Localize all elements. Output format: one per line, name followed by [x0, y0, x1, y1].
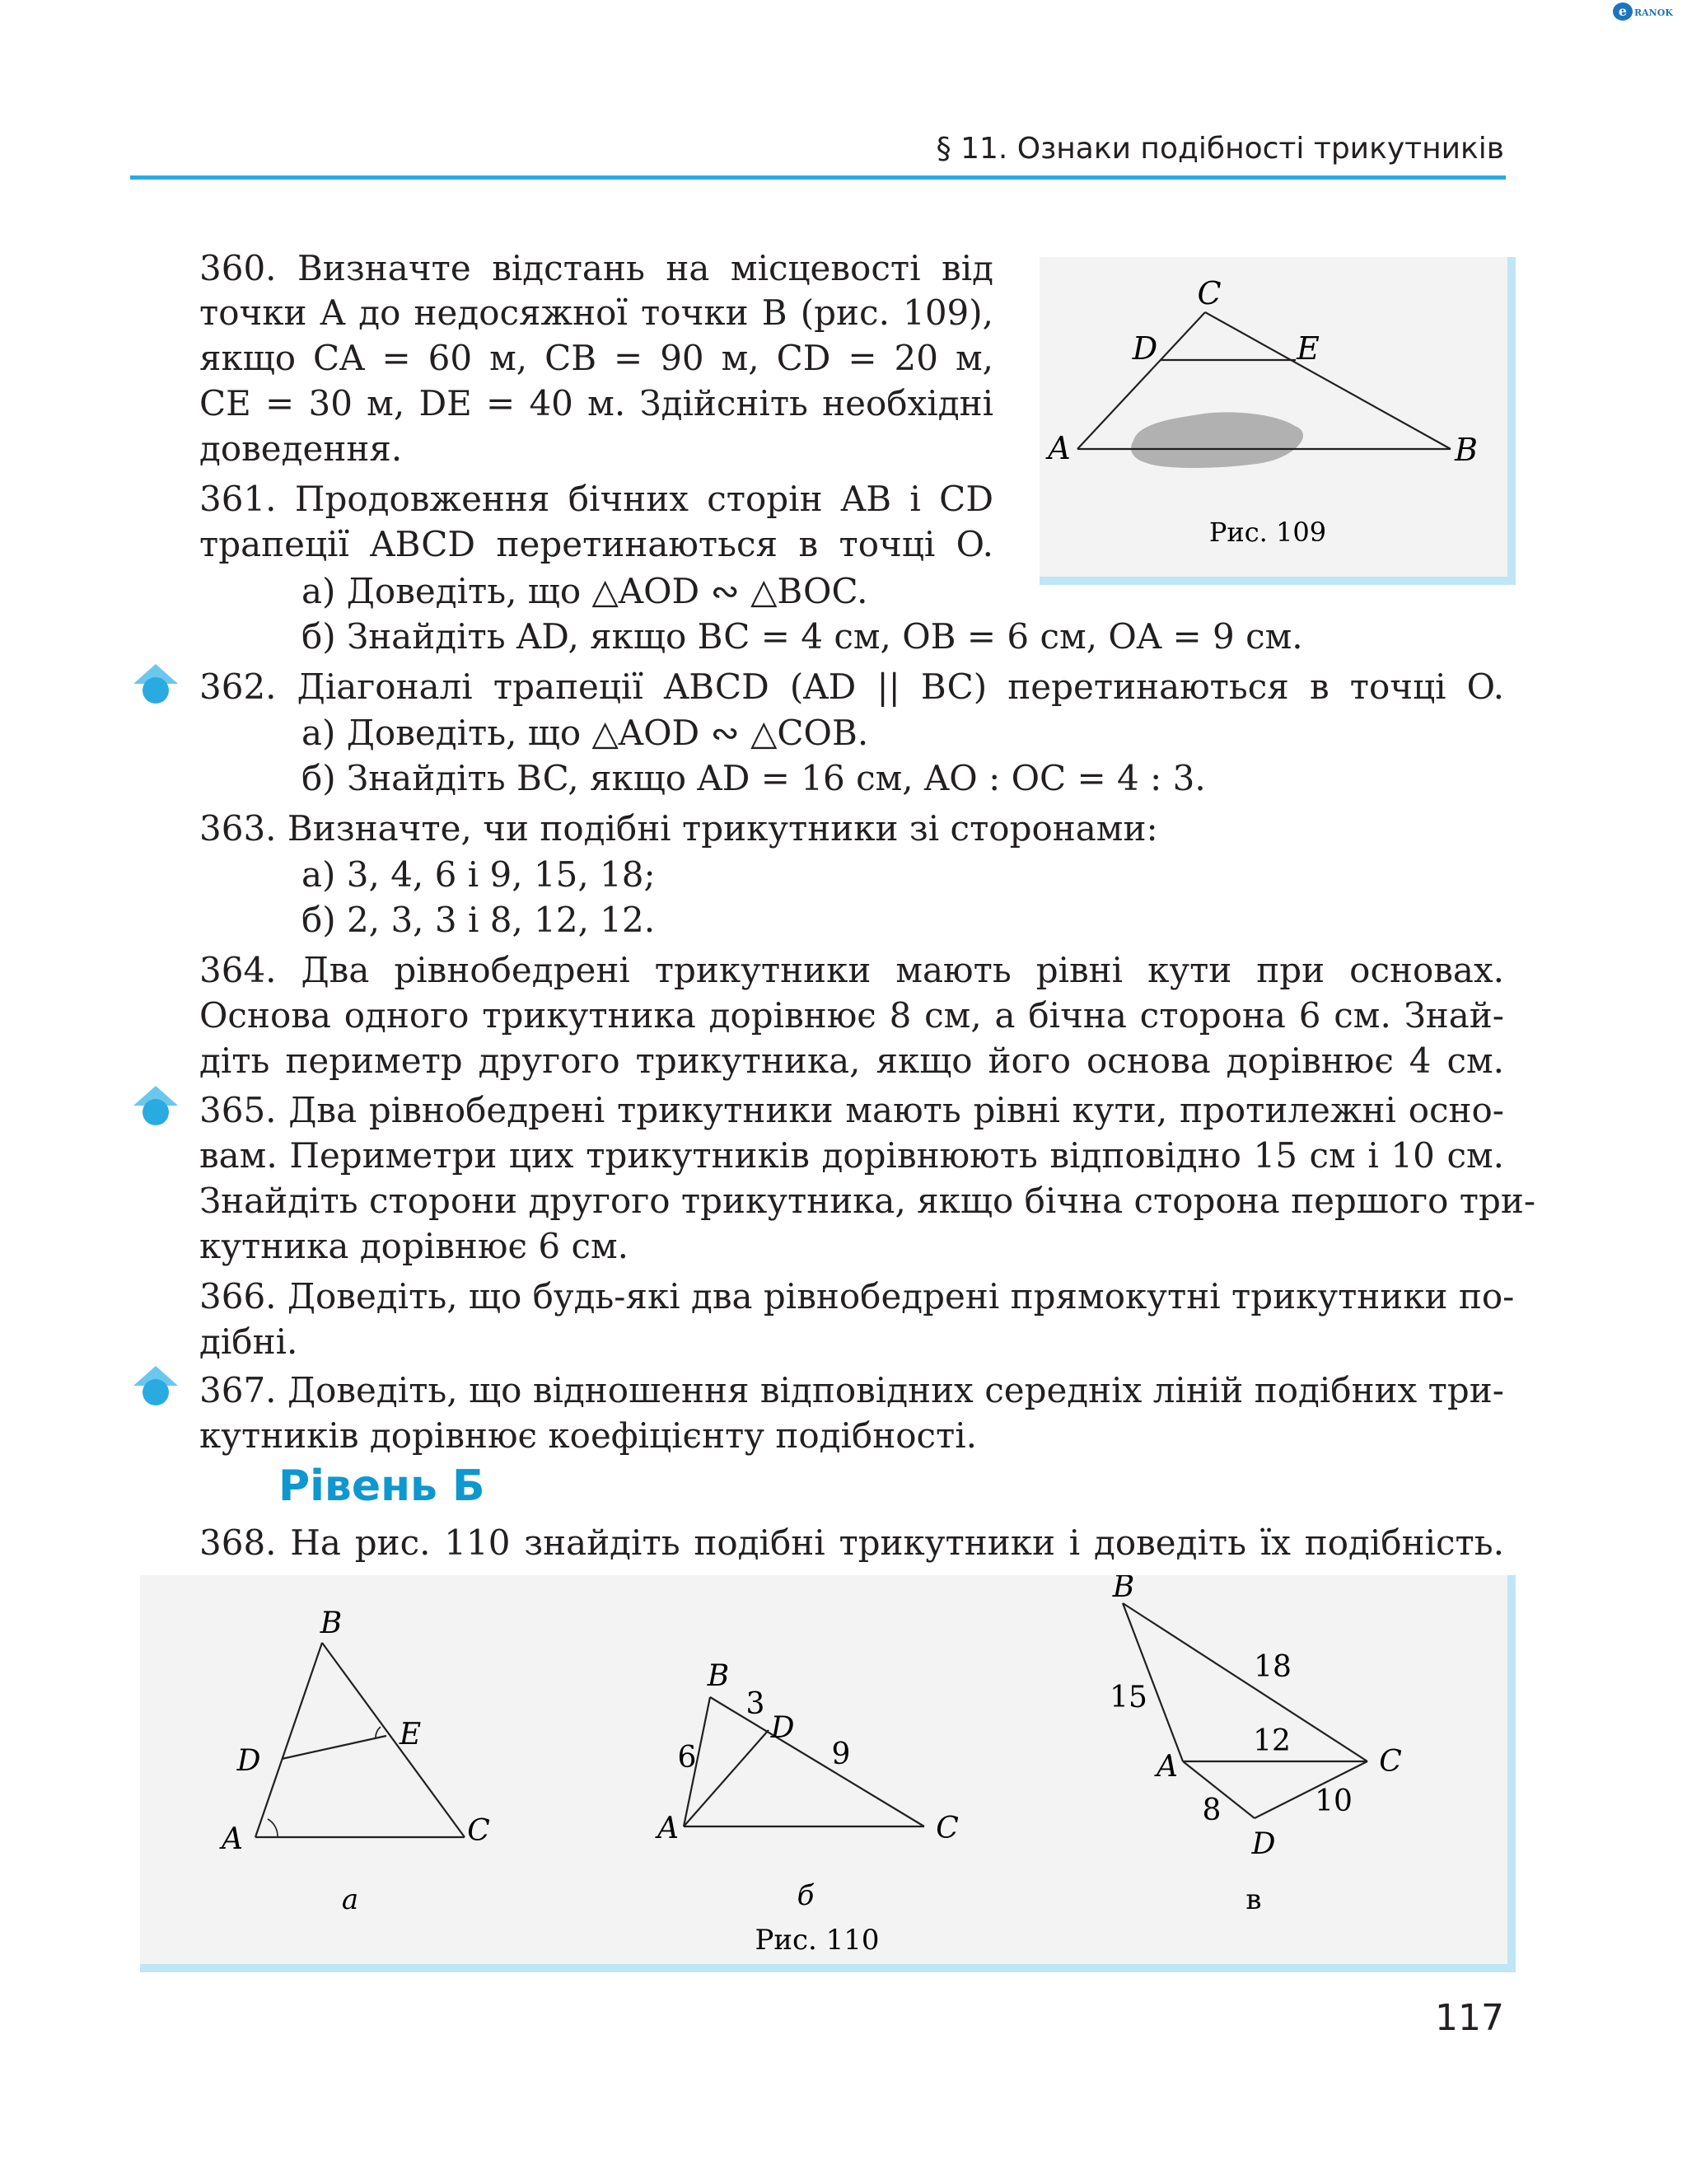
figure-110 [140, 1575, 1516, 1972]
subfigure-b-caption: б [797, 1879, 815, 1912]
line-363-a: а) 3, 4, 6 і 9, 15, 18; [301, 854, 656, 895]
line-365-1: 365. Два рівнобедрені трикутники мають рівні кути, протилежні осно- [199, 1090, 1504, 1130]
line-362-b: б) Знайдіть BC, якщо AD = 16 см, AO : OC = 4 : 3. [301, 758, 1206, 798]
label-D: D [236, 1744, 261, 1778]
label-D: D [1251, 1827, 1276, 1861]
line-360-1: 360. Визначте відстань на місцевості від [199, 248, 993, 288]
segment-BA-15: 15 [1110, 1681, 1147, 1714]
level-title: Рівень Б [278, 1461, 485, 1511]
label-B: B [320, 1606, 343, 1640]
line-365-4: кутника дорівнює 6 см. [199, 1226, 629, 1266]
line-363-b: б) 2, 3, 3 і 8, 12, 12. [301, 900, 656, 940]
line-360-5: доведення. [199, 428, 403, 469]
line-364-3: діть периметр другого трикутника, якщо його основа дорівнює 4 см. [199, 1041, 1504, 1081]
segment-BC-18: 18 [1254, 1650, 1292, 1684]
line-361-2: трапеції ABCD перетинаються в точці O. [199, 524, 993, 564]
label-A: A [1157, 1750, 1178, 1784]
segment-DC-9: 9 [831, 1737, 851, 1771]
line-360-4: CE = 30 м, DE = 40 м. Здійсніть необхідні [199, 383, 993, 423]
line-362-a: а) Доведіть, що △AOD ∾ △COB. [301, 713, 869, 753]
line-361-1: 361. Продовження бічних сторін AB і CD [199, 479, 993, 519]
line-361-a: а) Доведіть, що △AOD ∾ △BOC. [301, 571, 868, 611]
line-362-1: 362. Діагоналі трапеції ABCD (AD || BC) перетинаються в точці O. [199, 666, 1504, 707]
line-364-2: Основа одного трикутника дорівнює 8 см, а бічна сторона 6 см. Знай- [199, 995, 1504, 1036]
line-364-1: 364. Два рівнобедрені трикутники мають рівні кути при основах. [199, 950, 1504, 990]
label-B: B [1112, 1575, 1135, 1604]
line-368: 368. На рис. 110 знайдіть подібні трикутники і доведіть їх подібність. [199, 1522, 1504, 1563]
label-B: B [707, 1659, 730, 1693]
segment-AC-12: 12 [1253, 1724, 1291, 1758]
line-360-3: якщо CA = 60 м, CB = 90 м, CD = 20 м, [199, 338, 993, 378]
difficulty-marker-icon [130, 1361, 181, 1412]
label-A: A [657, 1812, 679, 1845]
page-number: 117 [1435, 1997, 1504, 2039]
subfigure-a-caption: а [341, 1883, 359, 1916]
svg-text:RANOK: RANOK [1634, 7, 1673, 18]
label-C: C [467, 1814, 490, 1848]
line-360-2: точки A до недосяжної точки B (рис. 109), [199, 292, 993, 333]
label-D: D [770, 1711, 795, 1745]
line-365-2: вам. Периметри цих трикутників дорівнюють відповідно 15 см і 10 см. [199, 1135, 1504, 1176]
subfigure-v-caption: в [1245, 1883, 1262, 1916]
segment-DC-10: 10 [1315, 1784, 1353, 1818]
segment-AB-6: 6 [677, 1741, 697, 1775]
figure-110-caption: Рис. 110 [755, 1924, 880, 1957]
difficulty-marker-icon [130, 1081, 181, 1132]
label-D: D [1132, 330, 1158, 367]
line-363-1: 363. Визначте, чи подібні трикутники зі сторонами: [199, 808, 1158, 849]
line-367-2: кутників дорівнює коефіцієнту подібності. [199, 1415, 978, 1456]
segment-AD-8: 8 [1202, 1793, 1222, 1827]
label-B: B [1455, 432, 1478, 468]
segment-BD-3: 3 [745, 1687, 765, 1721]
line-366-1: 366. Доведіть, що будь-які два рівнобедрені прямокутні трикутники по- [199, 1276, 1515, 1316]
line-361-b: б) Знайдіть AD, якщо BC = 4 см, OB = 6 см, OA = 9 см. [301, 616, 1303, 657]
difficulty-marker-icon [130, 659, 181, 710]
publisher-logo [1611, 0, 1685, 25]
line-365-3: Знайдіть сторони другого трикутника, якщо бічна сторона першого три- [199, 1181, 1536, 1221]
label-C: C [936, 1812, 959, 1845]
line-366-2: дібні. [199, 1321, 298, 1362]
running-header: § 11. Ознаки подібності трикутників [936, 132, 1504, 166]
label-C: C [1197, 275, 1222, 311]
label-A: A [222, 1822, 243, 1856]
figure-109-caption: Рис. 109 [1208, 517, 1327, 548]
label-E: E [399, 1718, 422, 1751]
label-A: A [1048, 430, 1071, 466]
svg-text:e: e [1618, 3, 1628, 19]
line-367-1: 367. Доведіть, що відношення відповідних середніх ліній подібних три- [199, 1370, 1504, 1410]
label-E: E [1297, 330, 1320, 367]
label-C: C [1379, 1745, 1402, 1779]
